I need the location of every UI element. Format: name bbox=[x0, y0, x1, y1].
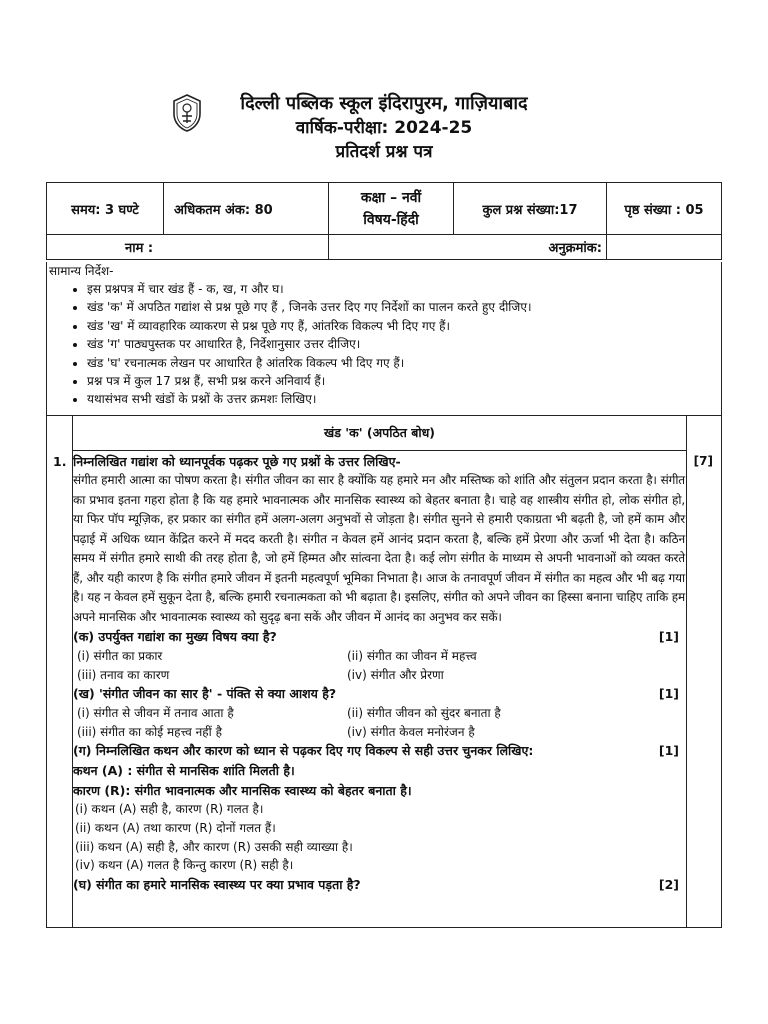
instruction-item: • खंड 'क' में अपठित गद्यांश से प्रश्न पूछे गए हैं , जिनके उत्तर दिए गए निर्देशों का पालन करते हुए दीजिए। bbox=[87, 298, 721, 316]
name-field: नाम : bbox=[47, 235, 329, 260]
option-item: (iv) संगीत और प्रेरणा bbox=[347, 667, 444, 682]
option-item: (iv) संगीत केवल मनोरंजन है bbox=[347, 724, 475, 739]
sub-question-a bbox=[73, 627, 685, 647]
option-item: (iv) कथन (A) गलत है किन्तु कारण (R) सही है। bbox=[75, 858, 294, 873]
paper-title: प्रतिदर्श प्रश्न पत्र bbox=[335, 142, 433, 162]
sub-question-c bbox=[73, 741, 685, 761]
instruction-item: • इस प्रश्नपत्र में चार खंड हैं - क, ख, ग और घ। bbox=[87, 280, 721, 298]
subject-label: विषय-हिंदी bbox=[363, 211, 419, 228]
option-item: (i) संगीत का प्रकार bbox=[77, 649, 163, 663]
question-content bbox=[73, 452, 685, 895]
question-area bbox=[46, 416, 722, 928]
sub-question-marks: [2] bbox=[658, 876, 679, 892]
question-heading: निम्नलिखित गद्यांश को ध्यानपूर्वक पढ़कर पूछे गए प्रश्नों के उत्तर लिखिए- bbox=[73, 454, 401, 469]
sub-question-marks: [1] bbox=[658, 686, 679, 702]
sub-question-b bbox=[73, 684, 685, 704]
class-label: कक्षा – नवीं bbox=[360, 189, 422, 206]
assertion-text: कथन (A) : संगीत से मानसिक शांति मिलती है। bbox=[73, 763, 295, 779]
school-logo-icon bbox=[172, 94, 202, 132]
instruction-item: • खंड 'घ' रचनात्मक लेखन पर आधारित है आंतरिक विकल्प भी दिए गए हैं। bbox=[87, 354, 721, 372]
max-marks-cell: अधिकतम अंक: 80 bbox=[164, 183, 329, 235]
sub-question-d bbox=[73, 875, 685, 895]
reason-text: कारण (R): संगीत भावनात्मक और मानसिक स्वास्थ्य को बेहतर बनाता है। bbox=[73, 782, 412, 798]
school-name: दिल्ली पब्लिक स्कूल इंदिरापुरम, गाज़ियाबाद bbox=[240, 93, 528, 114]
instructions-heading: सामान्य निर्देश- bbox=[49, 264, 114, 278]
info-table bbox=[46, 182, 722, 260]
total-questions-cell: कुल प्रश्न संख्या:17 bbox=[454, 183, 607, 235]
instruction-item: • प्रश्न पत्र में कुल 17 प्रश्न हैं, सभी प्रश्न करने अनिवार्य हैं। bbox=[87, 372, 721, 390]
option-item: (iii) तनाव का कारण bbox=[77, 667, 170, 682]
sub-question-text: (ग) निम्नलिखित कथन और कारण को ध्यान से पढ़कर दिए गए विकल्प से सही उत्तर चुनकर लिखिए: bbox=[73, 743, 534, 759]
options-grid bbox=[73, 647, 685, 684]
option-item: (iii) कथन (A) सही है, और कारण (R) उसकी सही व्याख्या है। bbox=[75, 839, 353, 854]
sub-question-text: (क) उपर्युक्त गद्यांश का मुख्य विषय क्या है? bbox=[73, 629, 277, 644]
time-cell: समय: 3 घण्टे bbox=[47, 183, 164, 235]
passage-text: संगीत हमारी आत्मा का पोषण करता है। संगीत जीवन का सार है क्योंकि यह हमारे मन और मस्तिष्क को शांति और संतुलन प्रदान करता है। संगीत का प्रभाव इतना गहरा होता है कि यह हमारे भावनात्मक और मानसिक स्वास्थ्य को बेहतर बनाता है। चाहे वह शास्त्रीय संगीत हो, लोक संगीत हो, या फिर पॉप म्यूज़िक, हर प्रकार का संगीत हमें अलग-अलग अनुभवों से जोड़ता है। संगीत सुनने से हमारी एकाग्रता भी बढ़ती है, जो हमें काम और पढ़ाई में अधिक ध्यान केंद्रित करने में मदद करती है। संगीत न केवल हमें आनंद प्रदान करता है, बल्कि हमें प्रेरणा और ऊर्जा भी देता है। कठिन समय में संगीत हमारे साथी की तरह होता है, जो हमें हिम्मत और सांत्वना देता है। कई लोग संगीत के माध्यम से अपनी भावनाओं को व्यक्त करते हैं, और यही कारण है कि संगीत हमारे जीवन में इतनी महत्वपूर्ण भूमिका निभाता है। आज के तनावपूर्ण जीवन में संगीत का महत्व और भी बढ़ गया है। यह न केवल हमें सुकून देता है, बल्कि हमारी रचनात्मकता को भी बढ़ाता है। इसलिए, संगीत को अपने जीवन का हिस्सा बनाना चाहिए ताकि हम अपने मानसिक और भावनात्मक स्वास्थ्य को सुदृढ़ बना सकें और जीवन में आनंद का अनुभव कर सकें। bbox=[73, 473, 685, 624]
instruction-item: • खंड 'ग' पाठ्यपुस्तक पर आधारित है, निर्देशानुसार उत्तर दीजिए। bbox=[87, 335, 721, 353]
exam-title: वार्षिक-परीक्षा: 2024-25 bbox=[295, 118, 473, 138]
option-item: (i) कथन (A) सही है, कारण (R) गलत है। bbox=[75, 802, 264, 817]
section-title: खंड 'क' (अपठित बोध) bbox=[73, 416, 686, 451]
roll-number-field: अनुक्रमांक: bbox=[329, 235, 607, 260]
class-subject-cell bbox=[329, 183, 454, 235]
roll-number-blank bbox=[607, 235, 722, 260]
sub-question-marks: [1] bbox=[658, 743, 679, 759]
sub-question-marks: [1] bbox=[658, 629, 679, 644]
options-grid bbox=[73, 704, 685, 741]
question-number: 1. bbox=[53, 454, 67, 469]
instruction-item: • खंड 'ख' में व्यावहारिक व्याकरण से प्रश्न पूछे गए हैं, आंतरिक विकल्प भी दिए गए हैं। bbox=[87, 317, 721, 335]
option-item: (ii) कथन (A) तथा कारण (R) दोनों गलत हैं। bbox=[75, 820, 276, 835]
page-header bbox=[0, 92, 768, 164]
option-item: (iii) संगीत का कोई महत्त्व नहीं है bbox=[77, 724, 222, 739]
sub-question-text: (घ) संगीत का हमारे मानसिक स्वास्थ्य पर क्या प्रभाव पड़ता है? bbox=[73, 876, 361, 892]
instruction-item: • यथासंभव सभी खंडों के प्रश्नों के उत्तर क्रमशः लिखिए। bbox=[87, 390, 721, 408]
option-item: (ii) संगीत जीवन को सुंदर बनाता है bbox=[347, 706, 501, 721]
sub-question-text: (ख) 'संगीत जीवन का सार है' - पंक्ति से क्या आशय है? bbox=[73, 686, 337, 702]
general-instructions bbox=[46, 262, 722, 416]
option-item: (ii) संगीत का जीवन में महत्त्व bbox=[347, 649, 477, 663]
option-item: (i) संगीत से जीवन में तनाव आता है bbox=[77, 706, 234, 721]
instructions-list bbox=[47, 280, 721, 409]
pages-cell: पृष्ठ संख्या : 05 bbox=[607, 183, 722, 235]
column-divider bbox=[686, 416, 687, 927]
question-marks: [7] bbox=[693, 454, 713, 468]
